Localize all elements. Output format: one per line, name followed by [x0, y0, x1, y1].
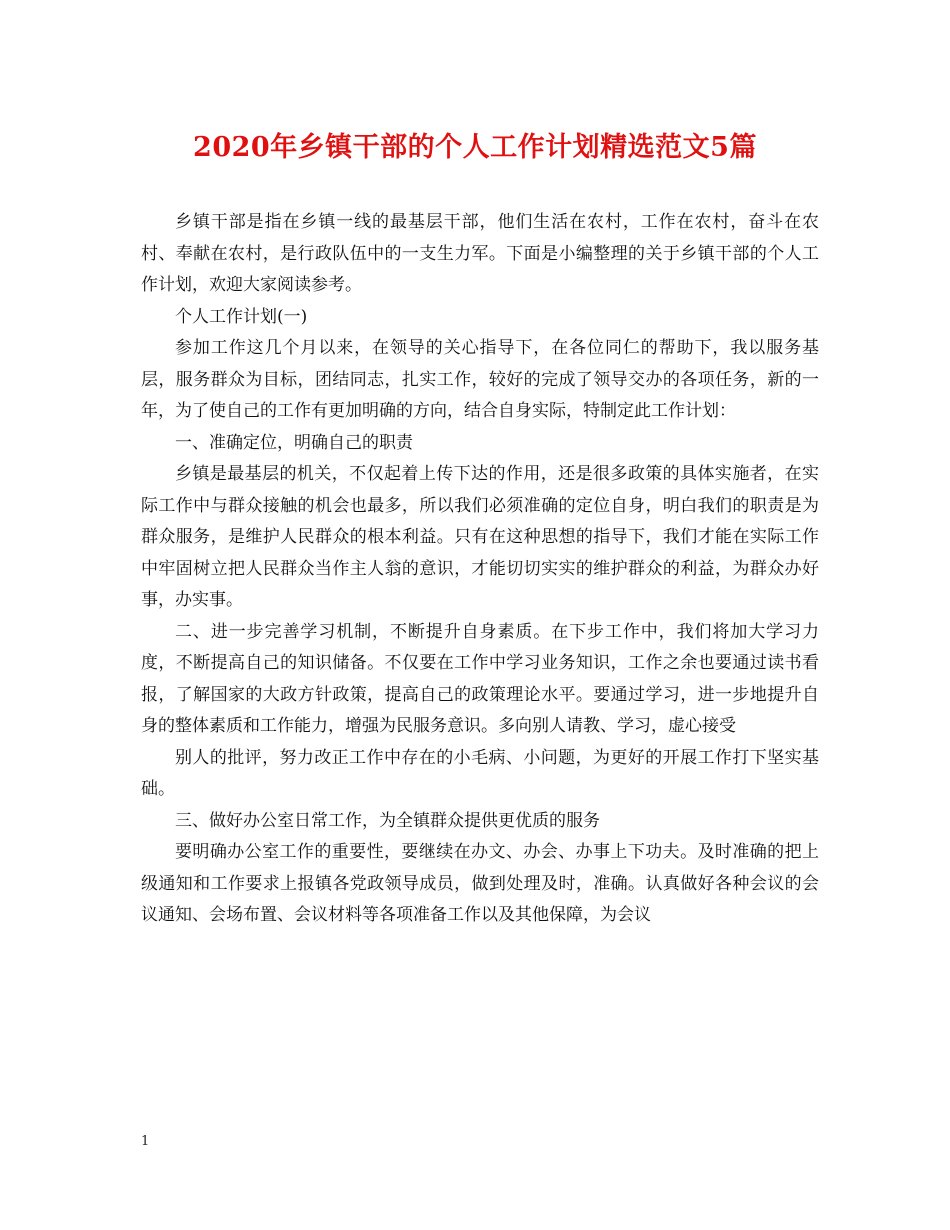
section-heading-plan-1: 个人工作计划(一)	[175, 306, 308, 327]
document-body	[141, 207, 819, 932]
body-paragraph: 要明确办公室工作的重要性，要继续在办文、办会、办事上下功夫。及时准确的把上级通知和工作要求上报镇各党政领导成员，做到处理及时，准确。认真做好各种会议的会议通知、会场布置、会议材料等各项准备工作以及其他保障，为会议	[141, 842, 819, 925]
document-title: 2020年乡镇干部的个人工作计划精选范文5篇	[193, 132, 757, 163]
body-paragraph: 别人的批评，努力改正工作中存在的小毛病、小问题，为更好的开展工作打下坚实基础。	[141, 747, 819, 799]
subheading-3: 三、做好办公室日常工作，为全镇群众提供更优质的服务	[175, 810, 600, 831]
body-paragraph: 乡镇是最基层的机关，不仅起着上传下达的作用，还是很多政策的具体实施者，在实际工作中与群众接触的机会也最多，所以我们必须准确的定位自身，明白我们的职责是为群众服务，是维护人民群众的根本利益。只有在这种思想的指导下，我们才能在实际工作中牢固树立把人民群众当作主人翁的意识，才能切切实实的维护群众的利益，为群众办好事，办实事。	[141, 464, 819, 610]
subheading-1: 一、准确定位，明确自己的职责	[175, 432, 413, 453]
page-number: 1	[141, 1134, 150, 1149]
body-paragraph: 二、进一步完善学习机制，不断提升自身素质。在下步工作中，我们将加大学习力度，不断提高自己的知识储备。不仅要在工作中学习业务知识，工作之余也要通过读书看报，了解国家的大政方针政策，提高自己的政策理论水平。要通过学习，进一步地提升自身的整体素质和工作能力，增强为民服务意识。多向别人请教、学习，虚心接受	[141, 621, 819, 736]
body-paragraph: 参加工作这几个月以来，在领导的关心指导下，在各位同仁的帮助下，我以服务基层，服务群众为目标，团结同志，扎实工作，较好的完成了领导交办的各项任务，新的一年，为了使自己的工作有更加明确的方向，结合自身实际，特制定此工作计划：	[141, 338, 819, 421]
intro-paragraph: 乡镇干部是指在乡镇一线的最基层干部，他们生活在农村，工作在农村，奋斗在农村、奉献在农村，是行政队伍中的一支生力军。下面是小编整理的关于乡镇干部的个人工作计划，欢迎大家阅读参考。	[141, 212, 819, 295]
